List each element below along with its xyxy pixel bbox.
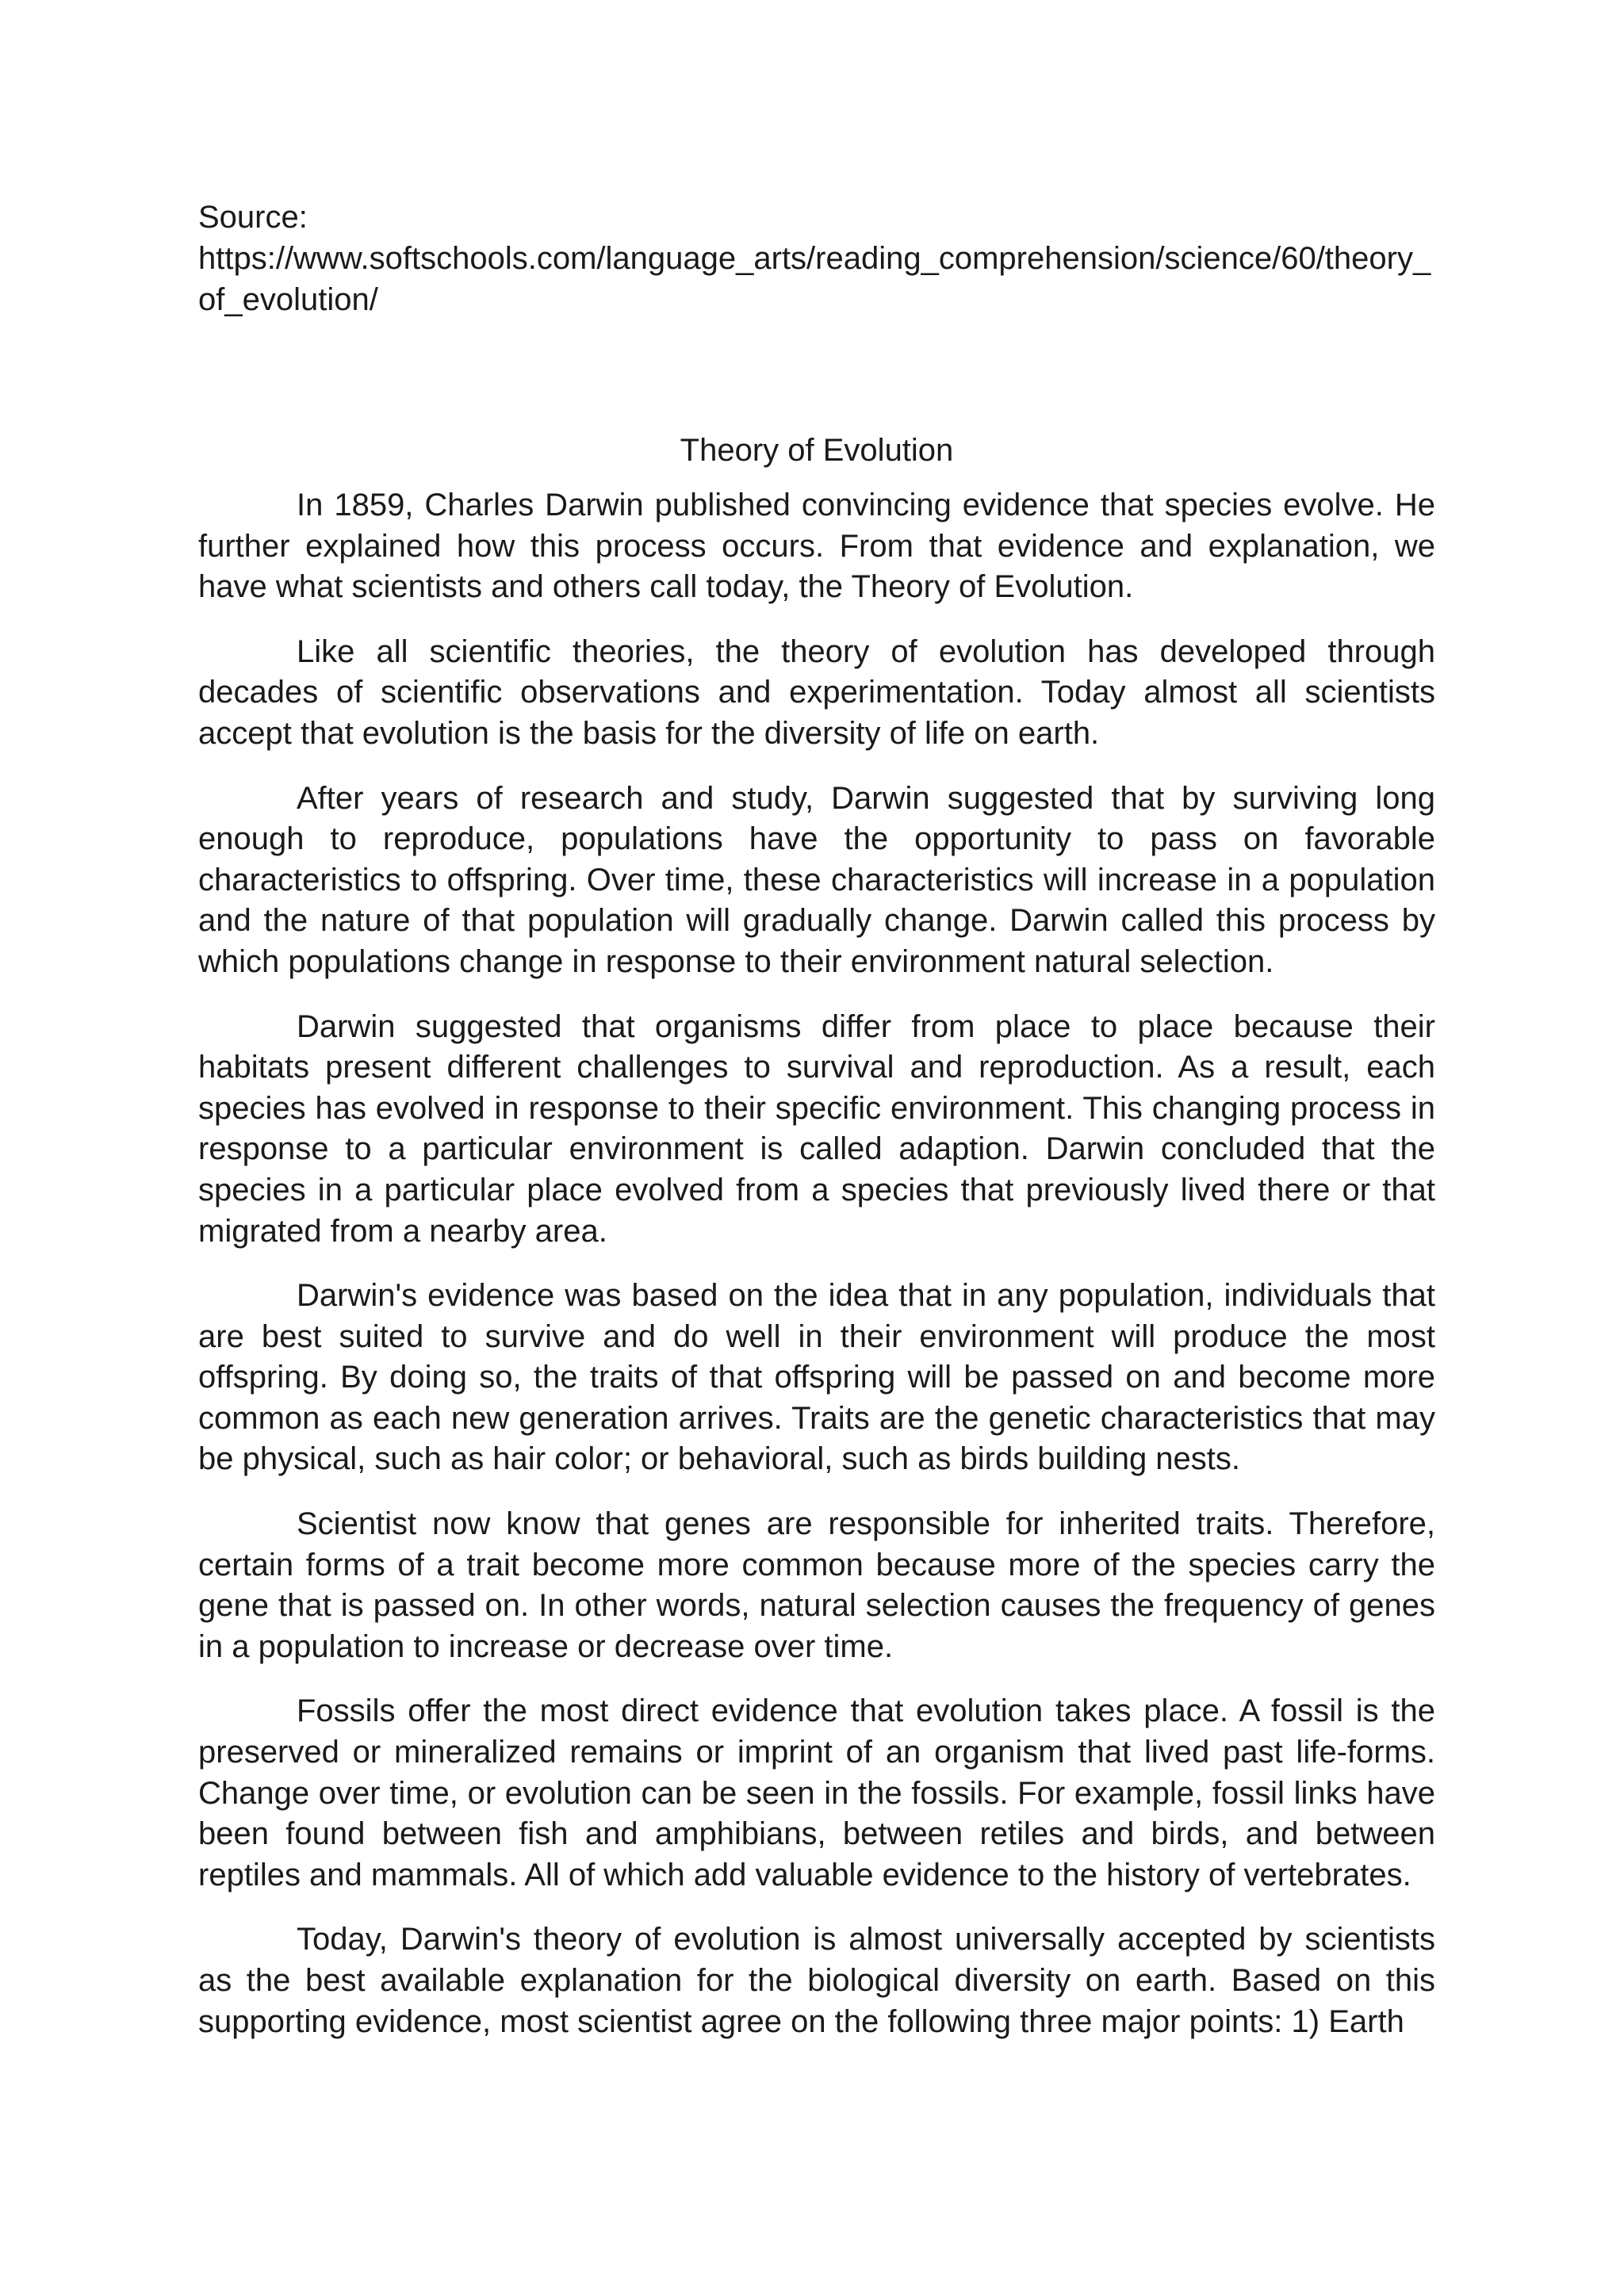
paragraph: Fossils offer the most direct evidence that evolution takes place. A fossil is the preserved or mineralized remains or imprint of an organism that lived past life-forms. Change over time, or evolution can be seen in the fossils. For example, fossil links have been found between fish and amphibians, between retiles and birds, and between reptiles and mammals. All of which add valuable evidence to the history of vertebrates. [198,1693,1435,1892]
paragraph: Today, Darwin's theory of evolution is almost universally accepted by scientists as the best available explanation for the biological diversity on earth. Based on this supporting evidence, most scientist agree on the following three major points: 1) Earth [198,1922,1435,2039]
paragraph: After years of research and study, Darwin suggested that by surviving long enough to reproduce, populations have the opportunity to pass on favorable characteristics to offspring. Over time, these characteristics will increase in a population and the nature of that population will gradually change. Darwin called this process by which populations change in response to their environment natural selection. [198,780,1435,979]
paragraph: Like all scientific theories, the theory of evolution has developed through decades of scientific observations and experimentation. Today almost all scientists accept that evolution is the basis for the diversity of life on earth. [198,633,1435,751]
paragraph: Darwin suggested that organisms differ from place to place because their habitats present different challenges to survival and reproduction. As a result, each species has evolved in response to their specific environment. This changing process in response to a particular environment is called adaption. Darwin concluded that the species in a particular place evolved from a species that previously lived there or that migrated from a nearby area. [198,1008,1435,1249]
paragraph: In 1859, Charles Darwin published convincing evidence that species evolve. He further explained how this process occurs. From that evidence and explanation, we have what scientists and others call today, the Theory of Evolution. [198,488,1435,605]
paragraph: Scientist now know that genes are responsible for inherited traits. Therefore, certain forms of a trait become more common because more of the species carry the gene that is passed on. In other words, natural selection causes the frequency of genes in a population to increase or decrease over time. [198,1506,1435,1664]
document-title: Theory of Evolution [680,433,954,468]
document-page [198,197,1435,2066]
source-label: Source: [198,200,308,235]
source-url: https://www.softschools.com/language_arts/reading_comprehension/science/60/theory_of_evolution/ [198,241,1431,317]
paragraph: Darwin's evidence was based on the idea that in any population, individuals that are best suited to survive and do well in their environment will produce the most offspring. By doing so, the traits of that offspring will be passed on and become more common as each new generation arrives. Traits are the genetic characteristics that may be physical, such as hair color; or behavioral, such as birds building nests. [198,1278,1435,1477]
source-citation [198,197,1435,320]
